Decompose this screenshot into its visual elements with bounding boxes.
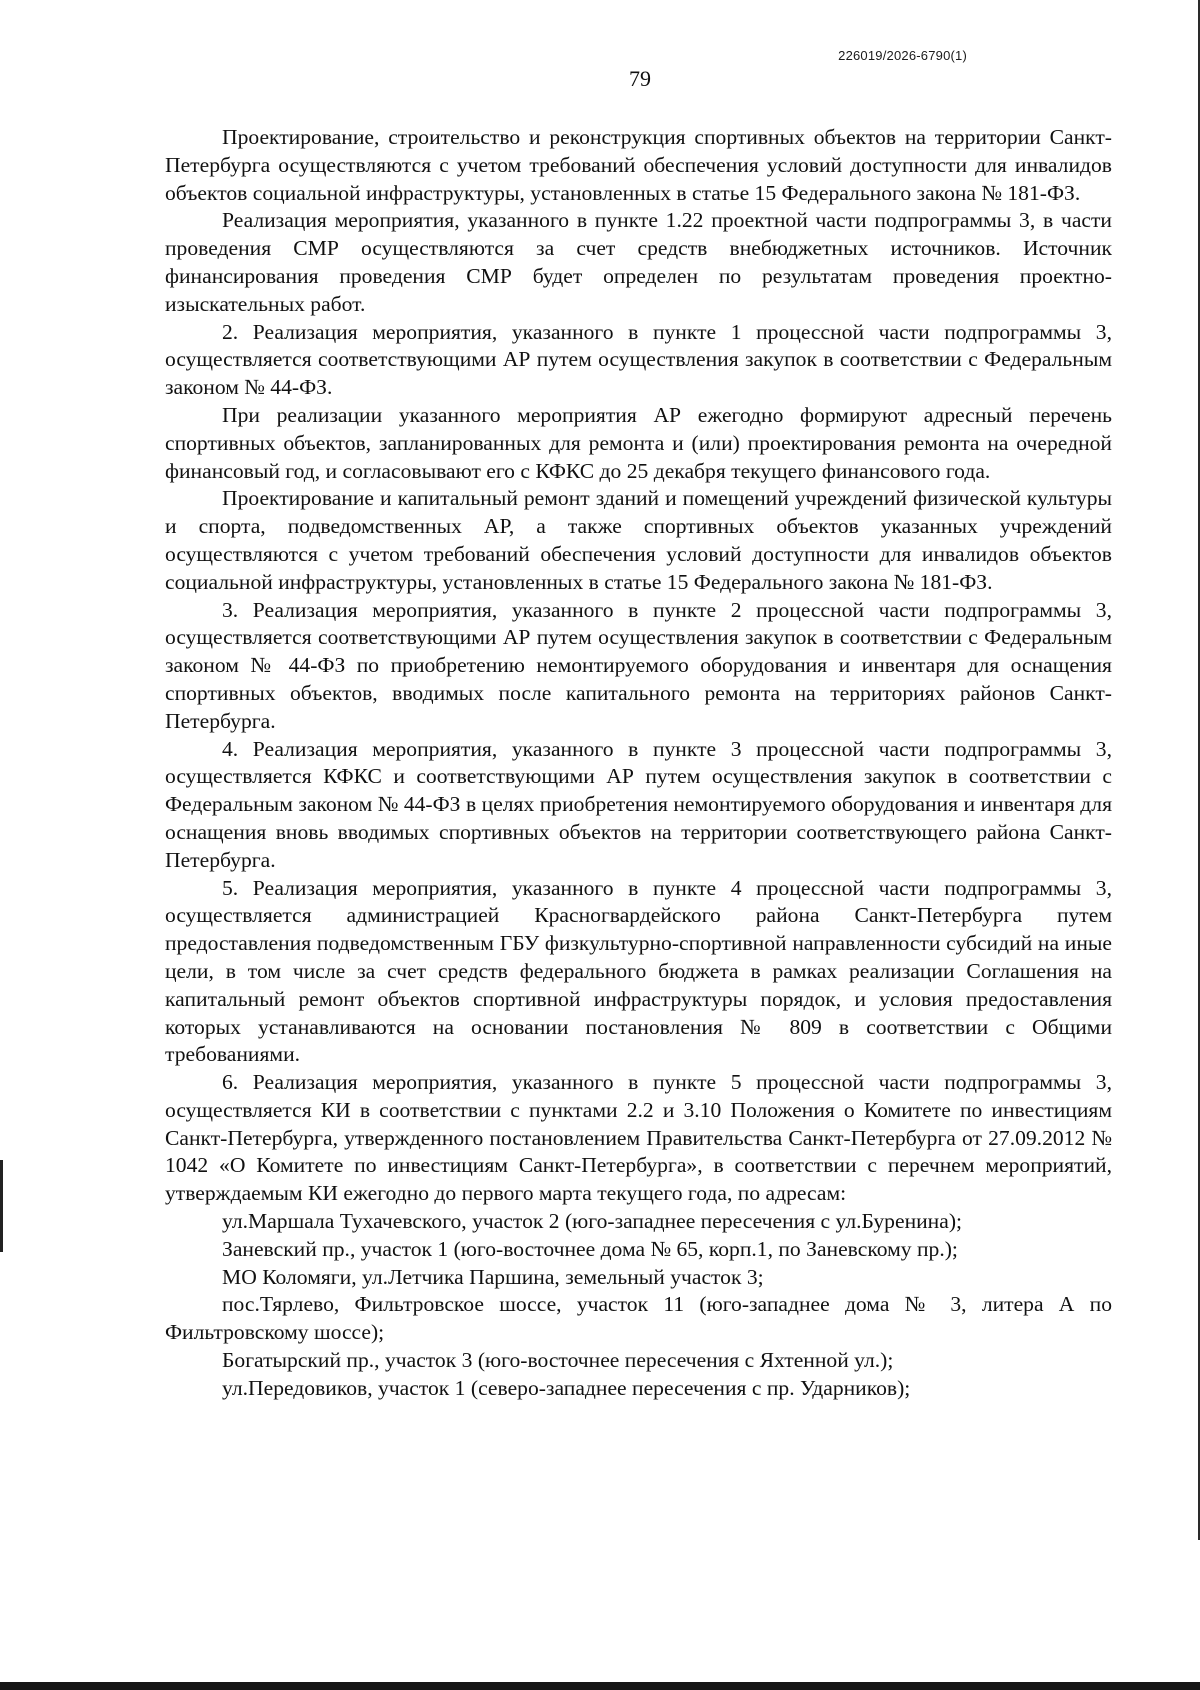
paragraph: 5. Реализация мероприятия, указанного в пункте 4 процессной части подпрограммы 3, осуществляется администрацией Красногвардейского района Санкт-Петербурга путем предоставления подведомственным ГБУ физкультурно-спортивной направленности субсидий на иные цели, в том числе за счет средств федерального бюджета в рамках реализации Соглашения на капитальный ремонт объектов спортивной инфраструктуры порядок, и условия предоставления которых устанавливаются на основании постановления № 809 в соответствии с Общими требованиями. [165,875,1112,1067]
paragraph: 3. Реализация мероприятия, указанного в пункте 2 процессной части подпрограммы 3, осуществляется соответствующими АР путем осуществления закупок в соответствии с Федеральным законом № 44-ФЗ по приобретению немонтируемого оборудования и инвентаря для оснащения спортивных объектов, вводимых после капитального ремонта на территориях районов Санкт-Петербурга. [165,597,1112,733]
scan-edge-bottom [0,1682,1200,1690]
paragraph: Реализация мероприятия, указанного в пункте 1.22 проектной части подпрограммы 3, в части проведения СМР осуществляются за счет средств внебюджетных источников. Источник финансирования проведения СМР будет определен по результатам проведения проектно-изыскательных работ. [165,208,1112,316]
address-item: Заневский пр., участок 1 (юго-восточнее дома № 65, корп.1, по Заневскому пр.); [222,1236,958,1261]
paragraph: При реализации указанного мероприятия АР ежегодно формируют адресный перечень спортивных объектов, запланированных для ремонта и (или) проектирования ремонта на очередной финансовый год, и согласовывают его с КФКС до 25 декабря текущего финансового года. [165,402,1112,483]
document-id: 226019/2026-6790(1) [838,48,967,63]
address-item: ул.Маршала Тухачевского, участок 2 (юго-западнее пересечения с ул.Буренина); [222,1209,963,1234]
paragraph: Проектирование, строительство и реконструкция спортивных объектов на территории Санкт-Петербурга осуществляются с учетом требований обеспечения условий доступности для инвалидов объектов социальной инфраструктуры, установленных в статье 15 Федерального закона № 181-ФЗ. [165,125,1112,205]
paragraph: 2. Реализация мероприятия, указанного в пункте 1 процессной части подпрограммы 3, осуществляется соответствующими АР путем осуществления закупок в соответствии с Федеральным законом № 44-ФЗ. [165,319,1112,400]
document-body [165,124,1112,1403]
paragraph: Проектирование и капитальный ремонт зданий и помещений учреждений физической культуры и спорта, подведомственных АР, а также спортивных объектов указанных учреждений осуществляются с учетом требований обеспечения условий доступности для инвалидов объектов социальной инфраструктуры, установленных в статье 15 Федерального закона № 181-ФЗ. [165,486,1112,594]
address-item: МО Коломяги, ул.Летчика Паршина, земельный участок 3; [222,1264,764,1289]
address-item: пос.Тярлево, Фильтровское шоссе, участок 11 (юго-западнее дома № 3, литера А по Фильтровскому шоссе); [165,1292,1112,1345]
paragraph: 6. Реализация мероприятия, указанного в пункте 5 процессной части подпрограммы 3, осуществляется КИ в соответствии с пунктами 2.2 и 3.10 Положения о Комитете по инвестициям Санкт-Петербурга, утвержденного постановлением Правительства Санкт-Петербурга от 27.09.2012 № 1042 «О Комитете по инвестициям Санкт-Петербурга», в соответствии с перечнем мероприятий, утверждаемым КИ ежегодно до первого марта текущего года, по адресам: [165,1070,1112,1206]
page-number: 79 [629,66,651,91]
paragraph: 4. Реализация мероприятия, указанного в пункте 3 процессной части подпрограммы 3, осуществляется КФКС и соответствующими АР путем осуществления закупок в соответствии с Федеральным законом № 44-ФЗ в целях приобретения немонтируемого оборудования и инвентаря для оснащения вновь вводимых спортивных объектов на территории соответствующего района Санкт-Петербурга. [165,736,1112,872]
address-item: ул.Передовиков, участок 1 (северо-западнее пересечения с пр. Ударников); [222,1375,911,1400]
scan-edge-mark [0,1160,3,1252]
address-item: Богатырский пр., участок 3 (юго-восточнее пересечения с Яхтенной ул.); [222,1348,894,1373]
